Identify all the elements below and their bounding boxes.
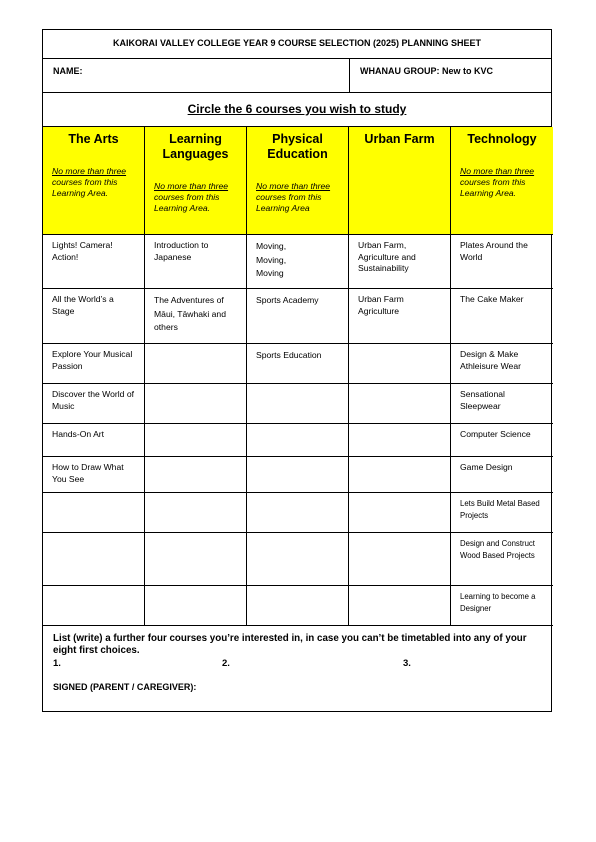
column-header-physical-education bbox=[247, 127, 349, 235]
column-note bbox=[256, 181, 339, 214]
course-option[interactable]: Sports Education bbox=[247, 344, 349, 384]
note-prefix: No more than bbox=[460, 166, 515, 176]
column-header-the-arts bbox=[43, 127, 145, 235]
empty-cell bbox=[349, 586, 451, 626]
course-option[interactable]: Sensational Sleepwear bbox=[451, 384, 553, 424]
course-option[interactable]: Plates Around the World bbox=[451, 235, 553, 289]
column-heading: Urban Farm bbox=[364, 132, 435, 146]
signature-label[interactable]: SIGNED (PARENT / CAREGIVER): bbox=[53, 682, 197, 692]
empty-cell bbox=[43, 493, 145, 533]
empty-cell bbox=[145, 344, 247, 384]
column-note bbox=[154, 181, 237, 214]
empty-cell bbox=[247, 424, 349, 457]
empty-cell bbox=[43, 533, 145, 586]
course-option[interactable]: Discover the World of Music bbox=[43, 384, 145, 424]
course-option[interactable]: Game Design bbox=[451, 457, 553, 493]
empty-cell bbox=[349, 457, 451, 493]
course-option[interactable]: All the World’s a Stage bbox=[43, 289, 145, 344]
empty-cell bbox=[145, 533, 247, 586]
course-option[interactable]: Learning to become a Designer bbox=[451, 586, 553, 626]
column-heading: Technology bbox=[467, 132, 537, 146]
empty-cell bbox=[247, 586, 349, 626]
empty-cell bbox=[247, 533, 349, 586]
course-option[interactable]: Computer Science bbox=[451, 424, 553, 457]
note-limit: three bbox=[310, 181, 331, 191]
course-option[interactable]: Introduction to Japanese bbox=[145, 235, 247, 289]
note-suffix: courses from this Learning Area bbox=[256, 192, 322, 213]
choice-3-label[interactable]: 3. bbox=[403, 658, 411, 669]
empty-cell bbox=[145, 493, 247, 533]
further-courses-question: List (write) a further four courses you’re interested in, in case you can’t be timetabled into any of your eight first choices. bbox=[53, 633, 527, 656]
note-prefix: No more than bbox=[52, 166, 107, 176]
empty-cell bbox=[43, 586, 145, 626]
course-option[interactable]: How to Draw What You See bbox=[43, 457, 145, 493]
course-option[interactable]: Urban Farm Agriculture bbox=[349, 289, 451, 344]
course-option[interactable]: Lights! Camera! Action! bbox=[43, 235, 145, 289]
column-header-urban-farm bbox=[349, 127, 451, 235]
choice-2-label[interactable]: 2. bbox=[222, 658, 230, 669]
course-option[interactable]: Explore Your Musical Passion bbox=[43, 344, 145, 384]
note-suffix: courses from this Learning Area. bbox=[52, 177, 118, 198]
column-heading: Physical Education bbox=[267, 132, 328, 161]
empty-cell bbox=[145, 586, 247, 626]
column-heading: The Arts bbox=[68, 132, 119, 146]
note-limit: three bbox=[208, 181, 229, 191]
empty-cell bbox=[349, 424, 451, 457]
course-option[interactable]: Hands-On Art bbox=[43, 424, 145, 457]
note-limit: three bbox=[106, 166, 127, 176]
empty-cell bbox=[145, 457, 247, 493]
note-suffix: courses from this Learning Area. bbox=[460, 177, 526, 198]
empty-cell bbox=[349, 344, 451, 384]
course-option[interactable]: Urban Farm, Agriculture and Sustainability bbox=[349, 235, 451, 289]
column-header-learning-languages bbox=[145, 127, 247, 235]
empty-cell bbox=[349, 533, 451, 586]
course-option[interactable]: Lets Build Metal Based Projects bbox=[451, 493, 553, 533]
name-field[interactable]: NAME: bbox=[43, 59, 350, 93]
empty-cell bbox=[247, 457, 349, 493]
empty-cell bbox=[145, 424, 247, 457]
choice-numbers bbox=[53, 658, 543, 672]
empty-cell bbox=[247, 384, 349, 424]
column-note bbox=[52, 166, 135, 199]
course-option[interactable]: The Adventures of Māui, Tāwhaki and others bbox=[145, 289, 247, 344]
course-option[interactable]: Design & Make Athleisure Wear bbox=[451, 344, 553, 384]
planning-sheet bbox=[42, 29, 552, 712]
note-prefix: No more than bbox=[154, 181, 209, 191]
empty-cell bbox=[349, 384, 451, 424]
choice-1-label[interactable]: 1. bbox=[53, 658, 61, 669]
whanau-group-field[interactable]: WHANAU GROUP: New to KVC bbox=[360, 66, 493, 76]
note-prefix: No more than bbox=[256, 181, 311, 191]
note-limit: three bbox=[514, 166, 535, 176]
course-option[interactable]: Moving, Moving, Moving bbox=[247, 235, 349, 289]
note-suffix: courses from this Learning Area. bbox=[154, 192, 220, 213]
sheet-title: KAIKORAI VALLEY COLLEGE YEAR 9 COURSE SELECTION (2025) PLANNING SHEET bbox=[43, 30, 551, 59]
column-heading: Learning Languages bbox=[162, 132, 229, 161]
name-row bbox=[43, 59, 551, 93]
column-header-technology bbox=[451, 127, 553, 235]
empty-cell bbox=[145, 384, 247, 424]
course-option[interactable]: Sports Academy bbox=[247, 289, 349, 344]
empty-cell bbox=[349, 493, 451, 533]
column-note bbox=[460, 166, 544, 199]
empty-cell bbox=[247, 493, 349, 533]
instruction-heading: Circle the 6 courses you wish to study bbox=[43, 93, 551, 127]
footer-section bbox=[43, 626, 553, 713]
course-option[interactable]: The Cake Maker bbox=[451, 289, 553, 344]
course-option[interactable]: Design and Construct Wood Based Projects bbox=[451, 533, 553, 586]
course-grid bbox=[43, 127, 553, 626]
